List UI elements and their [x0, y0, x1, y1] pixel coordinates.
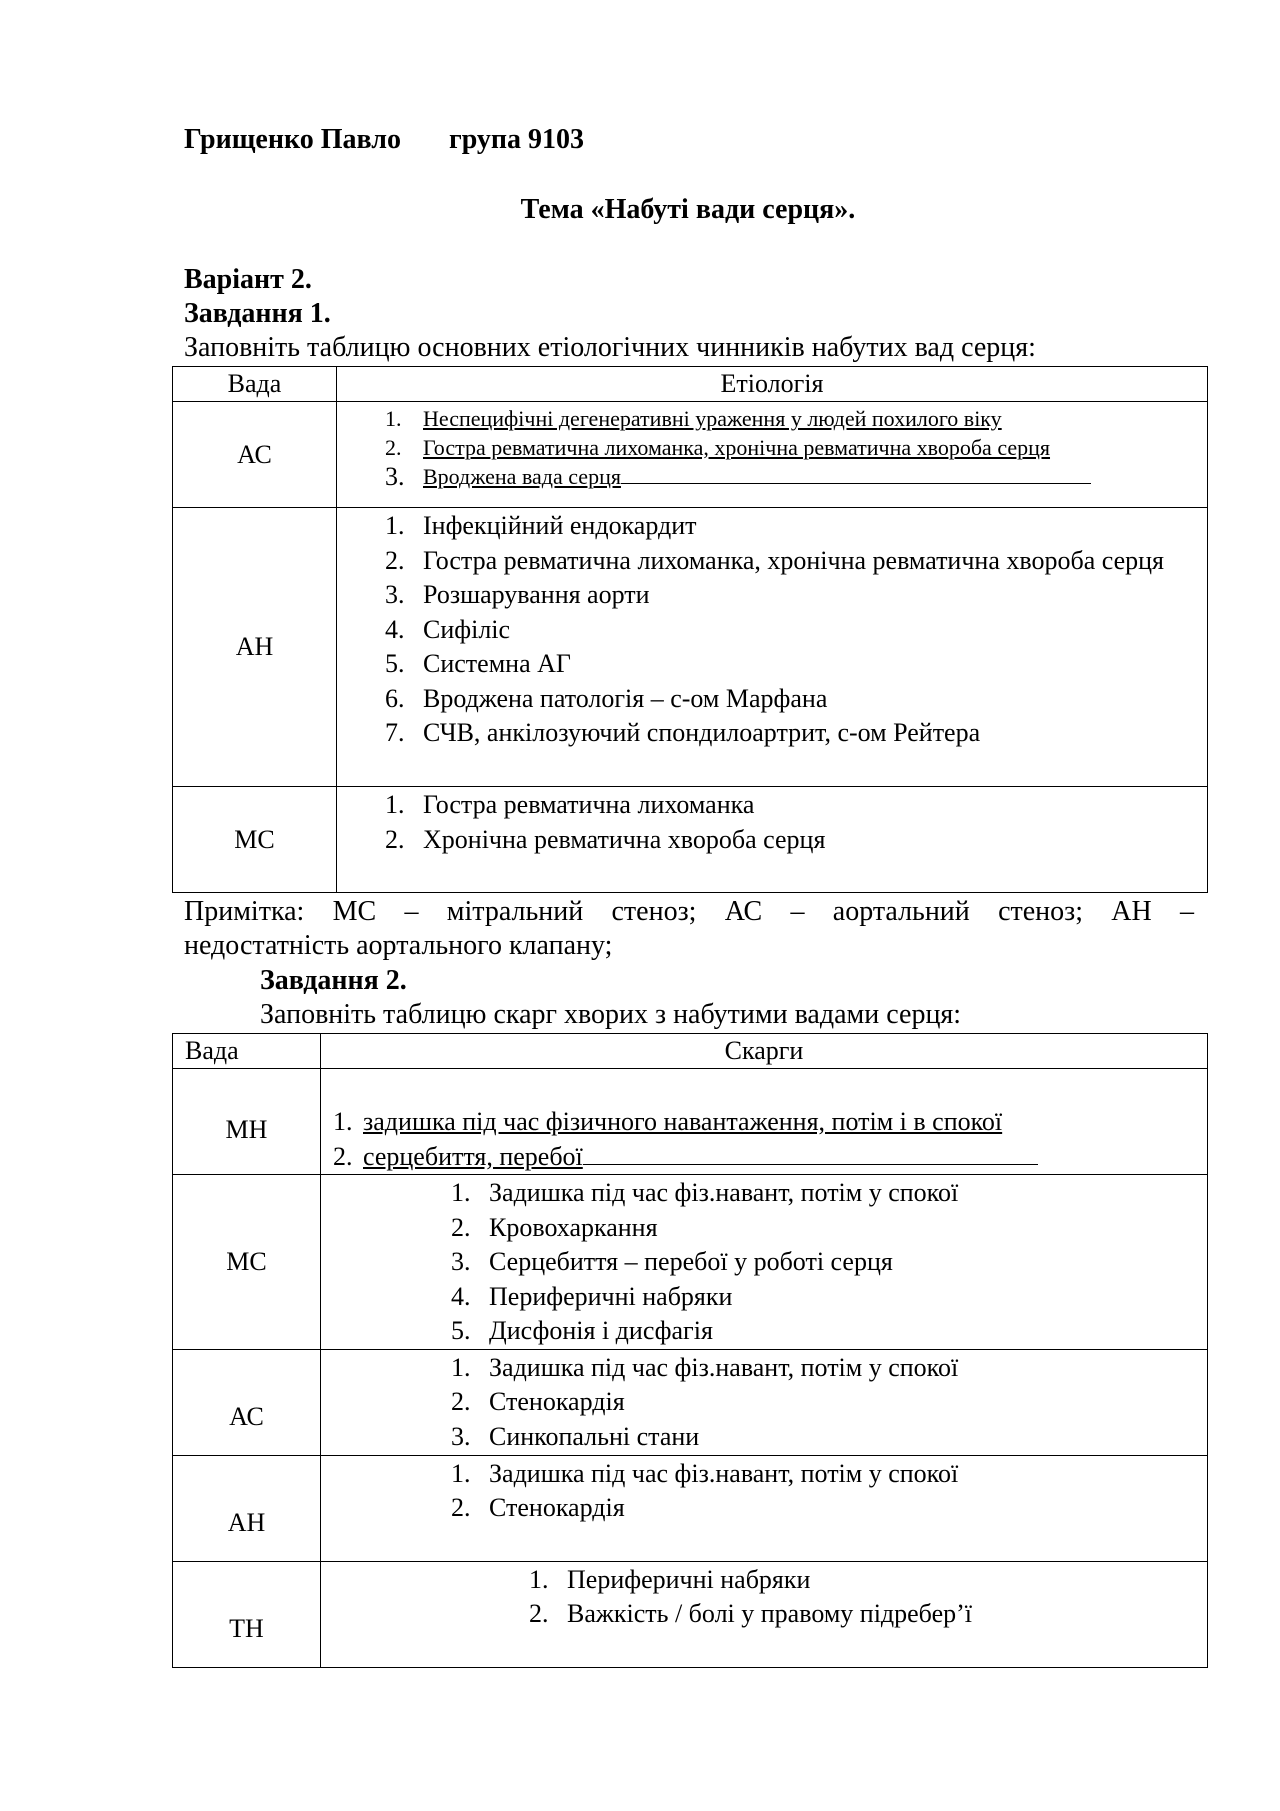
group-number: група 9103 [449, 124, 585, 155]
complaints-cell [321, 1069, 1208, 1175]
table-row [173, 1069, 1208, 1175]
list-item: 2. серцебиття, перебої [333, 1140, 1195, 1175]
list-item: 7. СЧВ, анкілозуючий спондилоартрит, с-ом Рейтера [385, 718, 981, 747]
table-row [173, 1349, 1208, 1455]
row-label: МС [173, 787, 337, 893]
row-label: АС [173, 1349, 321, 1455]
student-name: Грищенко Павло [184, 124, 401, 155]
task2-title: Завдання 2. [260, 965, 407, 996]
list-item: 2. Важкість / болі у правому підребер’ї [529, 1599, 972, 1628]
variant-label: Варіант 2. [184, 264, 312, 295]
list-item: 6. Вроджена патологія – с-ом Марфана [385, 683, 828, 713]
list-item: 2. Стенокардія [451, 1493, 625, 1522]
list-item: 2. Кровохаркання [451, 1212, 658, 1242]
list-item: 1. Периферичні набряки [529, 1564, 811, 1594]
table-row [173, 402, 1208, 508]
etiology-cell [337, 508, 1208, 787]
list-item: 1. Неспецифічні дегенеративні ураження у людей похилого віку [385, 406, 1002, 431]
table-row [173, 787, 1208, 893]
task2-instruction: Заповніть таблицю скарг хворих з набутими вадами серця: [260, 999, 962, 1030]
complaints-cell [321, 1175, 1208, 1350]
list-item: 3. Вроджена вада серця [385, 462, 1177, 492]
complaints-header-vada: Вада [173, 1034, 321, 1069]
list-item: 3. Розшарування аорти [385, 580, 650, 609]
etiology-table [172, 366, 1208, 893]
list-item: 2. Стенокардія [451, 1387, 625, 1416]
etiology-header-vada: Вада [173, 367, 337, 402]
row-label: АН [173, 508, 337, 787]
list-item: 5. Системна АГ [385, 649, 571, 678]
list-item: 3. Синкопальні стани [451, 1421, 700, 1451]
list-item: 4. Периферичні набряки [451, 1281, 733, 1311]
row-label: ТН [173, 1561, 321, 1667]
list-item: 2. Гостра ревматична лихоманка, хронічна ревматична хвороба серця [385, 435, 1051, 460]
table-row [173, 508, 1208, 787]
row-label: МН [173, 1069, 321, 1175]
row-label: АН [173, 1455, 321, 1561]
list-item: 1. Задишка під час фіз.навант, потім у спокої [451, 1352, 959, 1382]
list-item: 1. задишка під час фізичного навантаження, потім і в спокої [333, 1107, 1003, 1136]
list-item: 1. Інфекційний ендокардит [385, 511, 697, 540]
task1-note-line1: Примітка: МС – мітральний стеноз; АС – аортальний стеноз; АН – [184, 896, 1194, 927]
list-item: 1. Гостра ревматична лихоманка [385, 790, 755, 819]
table-row [173, 1455, 1208, 1561]
list-item: 1. Задишка під час фіз.навант, потім у спокої [451, 1178, 959, 1207]
list-item: 1. Задишка під час фіз.навант, потім у спокої [451, 1458, 959, 1488]
task1-title: Завдання 1. [184, 298, 331, 329]
table-row [173, 1175, 1208, 1350]
table-row [173, 1561, 1208, 1667]
complaints-cell [321, 1349, 1208, 1455]
row-label: АС [173, 402, 337, 508]
complaints-header-complaints: Скарги [321, 1034, 1208, 1069]
list-item: 2. Гостра ревматична лихоманка, хронічна ревматична хвороба серця [385, 545, 1165, 575]
complaints-table [172, 1033, 1208, 1668]
complaints-cell [321, 1455, 1208, 1561]
task1-instruction: Заповніть таблицю основних етіологічних чинників набутих вад серця: [184, 332, 1036, 363]
topic-title: Тема «Набуті вади серця». [520, 194, 856, 225]
etiology-cell [337, 787, 1208, 893]
task1-note-line2: недостатність аортального клапану; [184, 930, 613, 961]
list-item: 2. Хронічна ревматична хвороба серця [385, 824, 826, 854]
etiology-cell [337, 402, 1208, 508]
etiology-header-etiology: Етіологія [337, 367, 1208, 402]
list-item: 4. Сифіліс [385, 614, 511, 644]
list-item: 3. Серцебиття – перебої у роботі серця [451, 1247, 893, 1276]
row-label: МС [173, 1175, 321, 1350]
list-item: 5. Дисфонія і дисфагія [451, 1316, 713, 1345]
complaints-cell [321, 1561, 1208, 1667]
